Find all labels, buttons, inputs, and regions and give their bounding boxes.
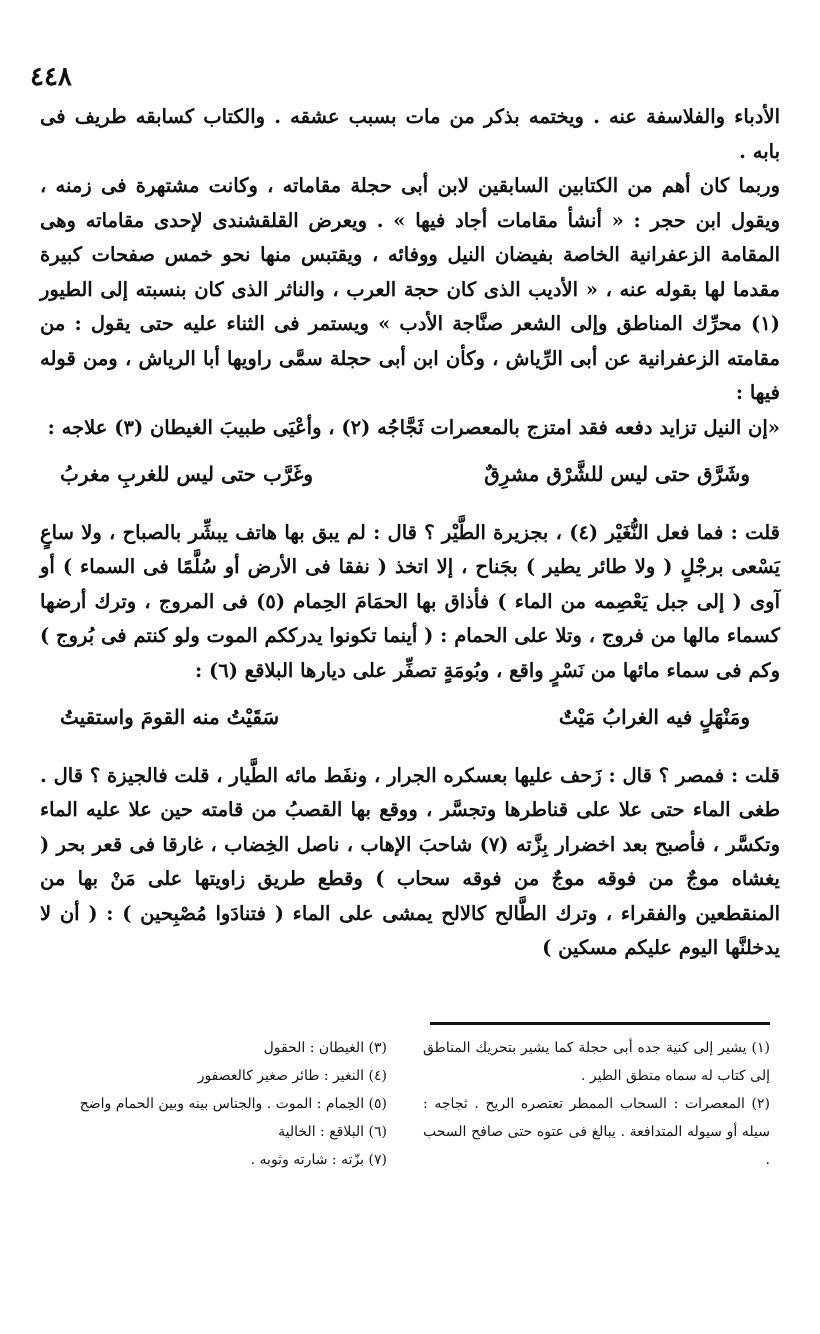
footnote-3: (٣) الغيطان : الحقول	[263, 1040, 387, 1056]
verse-1-second-hemistich: وغَرَّب حتى ليس للغربِ مغربُ	[60, 462, 313, 486]
footnote-7: (٧) بزّته : شارته وثوبه .	[250, 1152, 387, 1168]
verse-line-1	[60, 457, 750, 492]
footnotes-right-column	[423, 1034, 770, 1174]
verse-1-first-hemistich: وشَرَّق حتى ليس للشَّرْق مشرِقٌ	[484, 462, 750, 486]
verse-line-2	[60, 700, 750, 735]
footnote-1: (١) يشير إلى كنية جده أبى حجلة كما يشير بتحريك المناطق إلى كتاب له سماه منطق الطير .	[423, 1040, 770, 1084]
footnote-6: (٦) البلاقع : الخالية	[278, 1124, 387, 1140]
main-text	[40, 100, 780, 966]
footnote-2: (٢) المعصرات : السحاب الممطر تعتصره الريح . ثجاجه : سيله أو سيوله المتدافعة . يبالغ فى عتوه حتى صافح السحب .	[423, 1096, 770, 1168]
paragraph-5: قلت : فمصر ؟ قال : زَحف عليها بعسكره الجرار ، ونفَط مائه الطَّيار ، قلت فالجيزة ؟ قال . طغى الماء حتى علا على قناطرها وتجسَّر ، ووقع بها القصبُ من قامته حين علا عليه الماء وتكسَّر ، فأصبح بعد اخضرار بِزَّته (٧) شاحبَ الإهاب ، ناصل الخِضاب ، غارقا فى قعر بحر ( يغشاه موجٌ من فوقه موجٌ من فوقه سحاب ) وقطع طريق زاويتها على مَنْ بها من المنقطعين والفقراء ، وترك الطَّالح كالالح يمشى على الماء ( فتنادَوا مُصْبِحين ) : ( أن لا يدخلنَّها اليوم عليكم مسكين )	[40, 763, 780, 959]
footnotes	[40, 1034, 770, 1174]
footnote-separator	[430, 1022, 770, 1025]
page-number: ٤٤٨	[30, 62, 72, 92]
footnotes-left-column	[40, 1034, 387, 1174]
paragraph-2: وربما كان أهم من الكتابين السابقين لابن أبى حجلة مقاماته ، وكانت مشتهرة فى زمنه ، ويقول ابن حجر : « أنشأ مقامات أجاد فيها » . ويعرض القلقشندى لإحدى مقاماته وهى المقامة الزعفرانية الخاصة بفيضان النيل ووفائه ، ويقتبس منها نحو خمس صفحات كبيرة مقدما لها بقوله عنه ، « الأديب الذى كان حجة العرب ، والناثر الذى كان بنسبته إلى الطيور (١) محرِّك المناطق وإلى الشعر صنَّاجة الأدب » ويستمر فى الثناء عليه حتى يقول : من مقامته الزعفرانية عن أبى الرِّياش ، وكأن ابن أبى حجلة سمَّى راويها أبا الرياش ، ومن قوله فيها :	[40, 174, 780, 404]
footnote-4: (٤) النغير : طائر صغير كالعصفور	[197, 1068, 387, 1084]
paragraph-4: قلت : فما فعل النُّغَيْر (٤) ، بجزيرة الطَّيْر ؟ قال : لم يبق بها هاتف يبشِّر بالصباح ، ولا ساعٍ يَسْعى برجْلٍ ( ولا طائر يطير ) بجَناح ، إلا اتخذ ( نفقا فى الأرض أو سُلَّمًا فى السماء ) أو آوى ( إلى جبل يَعْصِمه من الماء ) فأذاق بها الحمَامَ الحِمام (٥) فى المروج ، وترك أرضها كسماء مالها من فروج ، وتلا على الحمام : ( أينما تكونوا يدرككم الموت ولو كنتم فى بُروج ) وكم فى سماء مائها من نَسْرٍ واقع ، وبُومَةٍ تصفِّر على ديارها البلاقع (٦) :	[40, 520, 781, 682]
verse-2-first-hemistich: ومَنْهَلٍ فيه الغرابُ مَيْتٌ	[558, 705, 750, 729]
paragraph-3: «إن النيل تزايد دفعه فقد امتزج بالمعصرات ثَجَّاجُه (٢) ، وأعْيَى طبيبَ الغيطان (٣) علاجه :	[47, 415, 780, 439]
paragraph-1: الأدباء والفلاسفة عنه . ويختمه بذكر من مات بسبب عشقه . والكتاب كسابقه طريف فى بابه .	[40, 105, 780, 163]
footnote-5: (٥) الحِمام : الموت . والجناس بينه وبين الحمام واضح	[79, 1096, 387, 1112]
verse-2-second-hemistich: سَقَيْتُ منه القومَ واستقيتُ	[60, 705, 280, 729]
